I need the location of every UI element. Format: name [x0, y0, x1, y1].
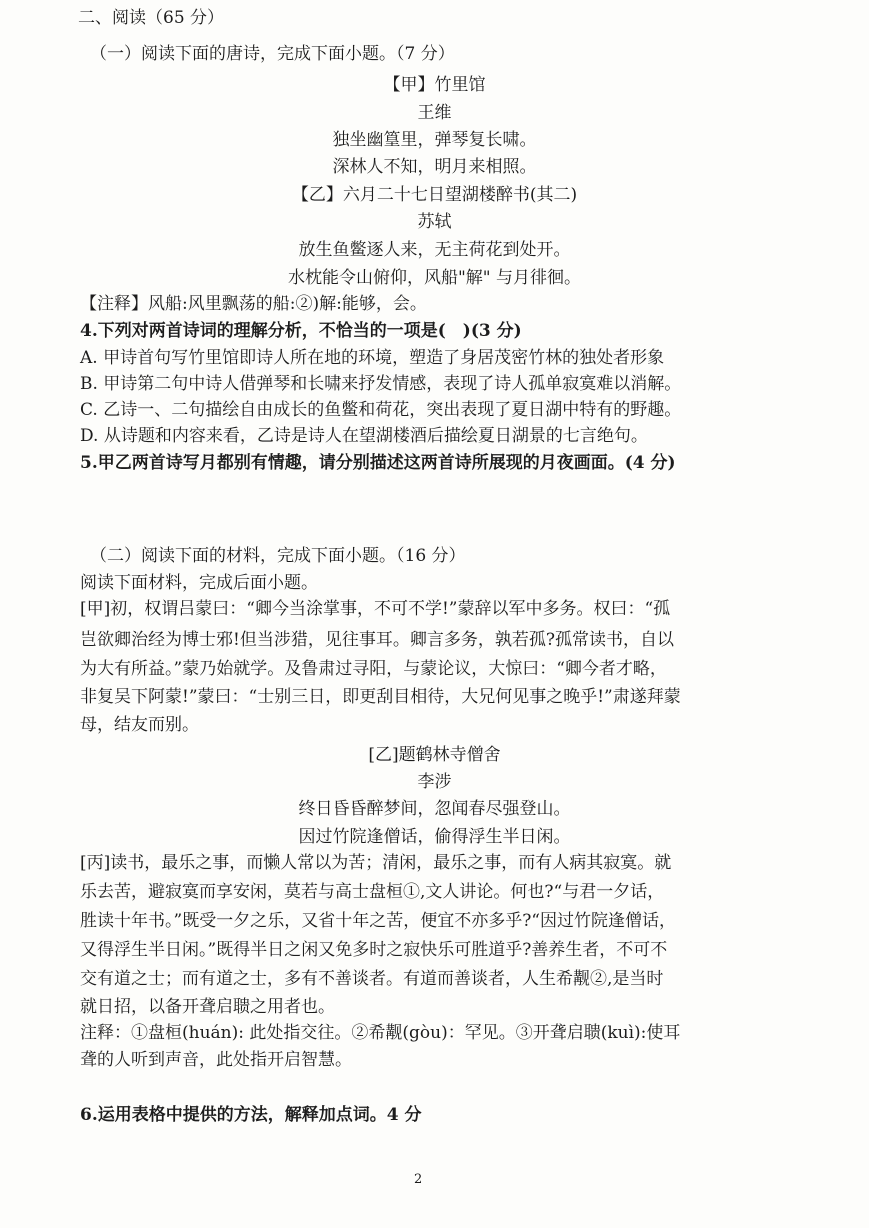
section-title: 二、阅读（65 分）	[78, 8, 225, 28]
text-c-line: 交有道之士；而有道之士，多有不善谈者。有道而善谈者，人生希觏②,是当时	[80, 969, 664, 989]
poem-c-author: 李涉	[417, 772, 452, 792]
q4-option: A. 甲诗首句写竹里馆即诗人所在地的环境，塑造了身居茂密竹林的独处者形象	[80, 348, 665, 368]
q6-stem: 6.运用表格中提供的方法，解释加点词。4 分	[80, 1105, 422, 1125]
notes-line: 聋的人听到声音，此处指开启智慧。	[80, 1050, 352, 1070]
poem-b-author: 苏轼	[417, 212, 452, 232]
text-c-line: 胜读十年书。”既受一夕之乐，又省十年之苦，便宜不亦多乎?“因过竹院逢僧话，	[80, 911, 676, 931]
poem-a-title: 【甲】竹里馆	[383, 75, 486, 95]
text-a-line: 为大有所益。”蒙乃始就学。及鲁肃过寻阳，与蒙论议，大惊曰：“卿今者才略，	[80, 659, 667, 679]
notes-line: 注释：①盘桓(huán): 此处指交往。②希觏(gòu)：罕见。③开聋启聩(kuì):使耳	[80, 1023, 681, 1043]
poem-note: 【注释】风船:风里飘荡的船:②)解:能够，会。	[80, 294, 427, 314]
text-c-line: [丙]读书，最乐之事，而懒人常以为苦；清闲，最乐之事，而有人病其寂寞。就	[80, 853, 672, 873]
poem-a-author: 王维	[417, 103, 452, 123]
text-a-line: 岂欲卿治经为博士邪!但当涉猎，见往事耳。卿言多务，孰若孤?孤常读书，自以	[80, 630, 674, 650]
part2-heading: （二）阅读下面的材料，完成下面小题。（16 分）	[90, 546, 466, 566]
q4-option: D. 从诗题和内容来看，乙诗是诗人在望湖楼酒后描绘夏日湖景的七言绝句。	[80, 426, 648, 446]
poem-c-line: 因过竹院逢僧话，偷得浮生半日闲。	[298, 827, 571, 847]
q5-stem: 5.甲乙两首诗写月都别有情趣，请分别描述这两首诗所展现的月夜画面。(4 分)	[80, 453, 676, 473]
poem-a-line: 独坐幽篁里，弹琴复长啸。	[332, 130, 537, 150]
poem-b-title: 【乙】六月二十七日望湖楼醉书(其二)	[291, 185, 578, 205]
q4-option: B. 甲诗第二句中诗人借弹琴和长啸来抒发情感，表现了诗人孤单寂寞难以消解。	[80, 374, 682, 394]
part1-heading: （一）阅读下面的唐诗，完成下面小题。（7 分）	[90, 44, 455, 64]
text-a-line: 非复吴下阿蒙!”蒙曰：“士别三日，即更刮目相待，大兄何见事之晚乎!”肃遂拜蒙	[80, 687, 681, 707]
poem-b-line: 放生鱼鳖逐人来，无主荷花到处开。	[298, 240, 571, 260]
page-number: 2	[414, 1172, 423, 1187]
poem-b-line: 水枕能令山俯仰，风船"解" 与月徘徊。	[287, 268, 582, 288]
part2-intro: 阅读下面材料，完成后面小题。	[80, 573, 318, 593]
poem-a-line: 深林人不知，明月来相照。	[332, 157, 537, 177]
poem-c-line: 终日昏昏醉梦间，忽闻春尽强登山。	[298, 799, 571, 819]
text-c-line: 就日招，以备开聋启聩之用者也。	[80, 997, 335, 1017]
text-a-line: 母，结友而别。	[80, 715, 199, 735]
text-c-line: 又得浮生半日闲。”既得半日之闲又免多时之寂快乐可胜道乎?善养生者，不可不	[80, 940, 668, 960]
q4-option: C. 乙诗一、二句描绘自由成长的鱼鳖和荷花，突出表现了夏日湖中特有的野趣。	[80, 400, 682, 420]
text-a-line: [甲]初，权谓吕蒙曰：“卿今当涂掌事，不可不学!”蒙辞以军中多务。权曰：“孤	[80, 599, 671, 619]
poem-c-title: [乙]题鹤林寺僧舍	[368, 745, 501, 765]
q4-stem: 4.下列对两首诗词的理解分析，不恰当的一项是( )(3 分)	[80, 321, 522, 341]
text-c-line: 乐去苦，避寂寞而享安闲，莫若与高士盘桓①,文人讲论。何也?“与君一夕话，	[80, 882, 665, 902]
